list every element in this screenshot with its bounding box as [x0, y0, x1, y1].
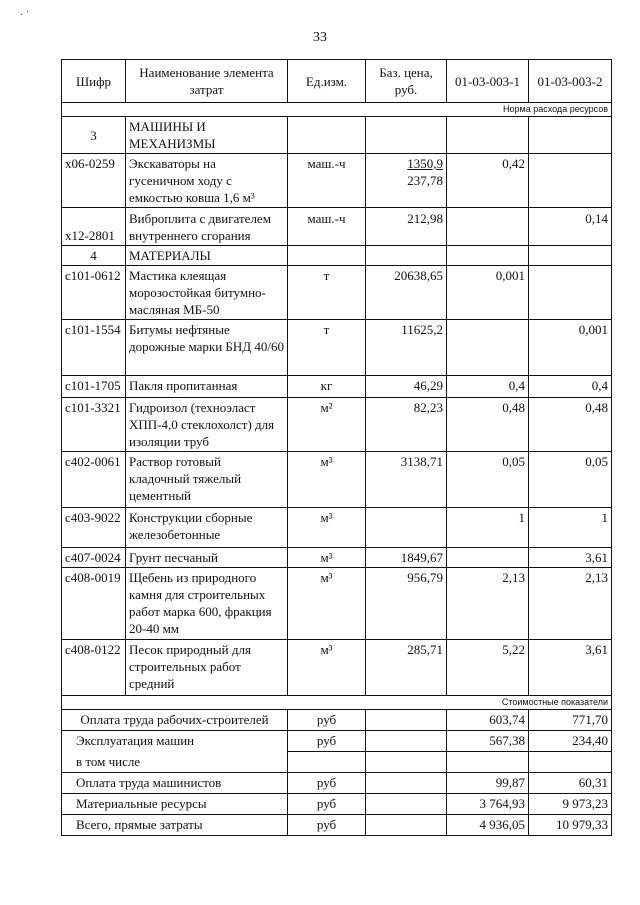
summary-name: Материальные ресурсы	[62, 793, 288, 814]
summary-value-col2: 9 973,23	[529, 793, 612, 814]
cost-band-row	[62, 696, 612, 710]
row-name: Щебень из природного камня для строительных работ марка 600, фракция 20-40 мм	[126, 568, 288, 640]
row-name: Песок природный для строительных работ средний	[126, 640, 288, 696]
table-row	[62, 376, 612, 398]
section-number: 4	[62, 246, 126, 266]
row-value-col2	[529, 266, 612, 320]
row-name: Конструкции сборные железобетонные	[126, 508, 288, 548]
row-price: 11625,2	[366, 320, 447, 376]
row-value-col2: 1	[529, 508, 612, 548]
row-value-col1	[447, 320, 529, 376]
row-value-col1: 0,05	[447, 452, 529, 508]
norm-band-label: Норма расхода ресурсов	[62, 103, 612, 117]
section-title: МАШИНЫ И МЕХАНИЗМЫ	[126, 117, 288, 154]
row-unit: маш.-ч	[288, 154, 366, 208]
summary-unit: руб	[288, 793, 366, 814]
row-name: Грунт песчаный	[126, 548, 288, 568]
row-price: 82,23	[366, 398, 447, 452]
row-unit: маш.-ч	[288, 208, 366, 246]
summary-value-col1: 99,87	[447, 772, 529, 793]
row-code: с101-1554	[62, 320, 126, 376]
row-name: Раствор готовый кладочный тяжелый цементный	[126, 452, 288, 508]
page-number: 33	[313, 30, 327, 45]
row-value-col1	[447, 548, 529, 568]
section-title: МАТЕРИАЛЫ	[126, 246, 288, 266]
header-name: Наименование элемента затрат	[126, 60, 288, 103]
table-row	[62, 398, 612, 452]
row-code: с408-0122	[62, 640, 126, 696]
summary-value-col2: 60,31	[529, 772, 612, 793]
summary-row	[62, 752, 612, 773]
table-row	[62, 548, 612, 568]
row-unit: м³	[288, 568, 366, 640]
header-col1: 01-03-003-1	[447, 60, 529, 103]
row-price: 285,71	[366, 640, 447, 696]
row-value-col2: 0,48	[529, 398, 612, 452]
summary-row	[62, 814, 612, 835]
table-row	[62, 452, 612, 508]
row-name: Экскаваторы на гусеничном ходу с емкостью ковша 1,6 м³	[126, 154, 288, 208]
summary-name: Всего, прямые затраты	[62, 814, 288, 835]
row-unit: т	[288, 320, 366, 376]
row-unit: т	[288, 266, 366, 320]
norm-band-row	[62, 103, 612, 117]
section-number: 3	[62, 117, 126, 154]
summary-value-col1	[447, 752, 529, 773]
row-price	[366, 154, 447, 208]
row-unit: м³	[288, 548, 366, 568]
summary-value-col1: 3 764,93	[447, 793, 529, 814]
row-value-col2: 2,13	[529, 568, 612, 640]
row-value-col2: 3,61	[529, 548, 612, 568]
summary-name: в том числе	[62, 752, 288, 773]
summary-unit: руб	[288, 814, 366, 835]
row-value-col1: 0,001	[447, 266, 529, 320]
row-price: 46,29	[366, 376, 447, 398]
row-value-col1: 0,42	[447, 154, 529, 208]
row-value-col1: 0,4	[447, 376, 529, 398]
summary-row	[62, 731, 612, 752]
summary-name: Оплата труда рабочих-строителей	[62, 710, 288, 731]
row-price: 212,98	[366, 208, 447, 246]
row-unit: м³	[288, 640, 366, 696]
row-name: Пакля пропитанная	[126, 376, 288, 398]
row-value-col1	[447, 208, 529, 246]
row-code: с403-9022	[62, 508, 126, 548]
summary-value-col1: 567,38	[447, 731, 529, 752]
row-price	[366, 508, 447, 548]
row-code: с101-0612	[62, 266, 126, 320]
table-row	[62, 208, 612, 246]
row-value-col1: 2,13	[447, 568, 529, 640]
summary-value-col2	[529, 752, 612, 773]
resource-norm-table	[61, 59, 612, 836]
row-value-col1: 5,22	[447, 640, 529, 696]
scan-specks: · ˙	[20, 10, 30, 21]
table-row	[62, 568, 612, 640]
row-code: с408-0019	[62, 568, 126, 640]
summary-row	[62, 772, 612, 793]
table-row	[62, 640, 612, 696]
table-row	[62, 266, 612, 320]
row-name: Виброплита с двигателем внутреннего сгорания	[126, 208, 288, 246]
summary-value-col2: 771,70	[529, 710, 612, 731]
row-value-col1: 1	[447, 508, 529, 548]
row-value-col2	[529, 154, 612, 208]
row-code: с402-0061	[62, 452, 126, 508]
summary-row	[62, 710, 612, 731]
row-name: Мастика клеящая морозостойкая битумно-масляная МБ-50	[126, 266, 288, 320]
row-unit: кг	[288, 376, 366, 398]
summary-name: Эксплуатация машин	[62, 731, 288, 752]
table-row	[62, 154, 612, 208]
header-unit: Ед.изм.	[288, 60, 366, 103]
summary-unit	[288, 752, 366, 773]
table-row	[62, 508, 612, 548]
summary-name: Оплата труда машинистов	[62, 772, 288, 793]
row-code: с101-1705	[62, 376, 126, 398]
price-primary: 1350,9	[407, 156, 443, 171]
summary-row	[62, 793, 612, 814]
summary-value-col2: 10 979,33	[529, 814, 612, 835]
row-value-col2: 0,4	[529, 376, 612, 398]
row-value-col2: 0,05	[529, 452, 612, 508]
row-name: Гидроизол (техноэласт ХПП-4,0 стеклохолст) для изоляции труб	[126, 398, 288, 452]
row-value-col1: 0,48	[447, 398, 529, 452]
row-code: с407-0024	[62, 548, 126, 568]
row-value-col2: 0,14	[529, 208, 612, 246]
summary-unit: руб	[288, 772, 366, 793]
row-price: 3138,71	[366, 452, 447, 508]
summary-unit: руб	[288, 710, 366, 731]
price-secondary: 237,78	[407, 173, 443, 188]
row-unit: м³	[288, 452, 366, 508]
row-price: 1849,67	[366, 548, 447, 568]
row-unit: м³	[288, 508, 366, 548]
summary-value-col1: 4 936,05	[447, 814, 529, 835]
row-name: Битумы нефтяные дорожные марки БНД 40/60	[126, 320, 288, 376]
row-value-col2: 0,001	[529, 320, 612, 376]
section-materials-header	[62, 246, 612, 266]
section-machines-header	[62, 117, 612, 154]
header-price: Баз. цена, руб.	[366, 60, 447, 103]
row-code: х06-0259	[62, 154, 126, 208]
summary-unit: руб	[288, 731, 366, 752]
row-price: 956,79	[366, 568, 447, 640]
cost-band-label: Стоимостные показатели	[62, 696, 612, 710]
table-header-row	[62, 60, 612, 103]
header-col2: 01-03-003-2	[529, 60, 612, 103]
header-code: Шифр	[62, 60, 126, 103]
table-row	[62, 320, 612, 376]
summary-value-col2: 234,40	[529, 731, 612, 752]
row-code: с101-3321	[62, 398, 126, 452]
row-code: х12-2801	[62, 208, 126, 246]
row-value-col2: 3,61	[529, 640, 612, 696]
summary-value-col1: 603,74	[447, 710, 529, 731]
row-price: 20638,65	[366, 266, 447, 320]
row-unit: м²	[288, 398, 366, 452]
